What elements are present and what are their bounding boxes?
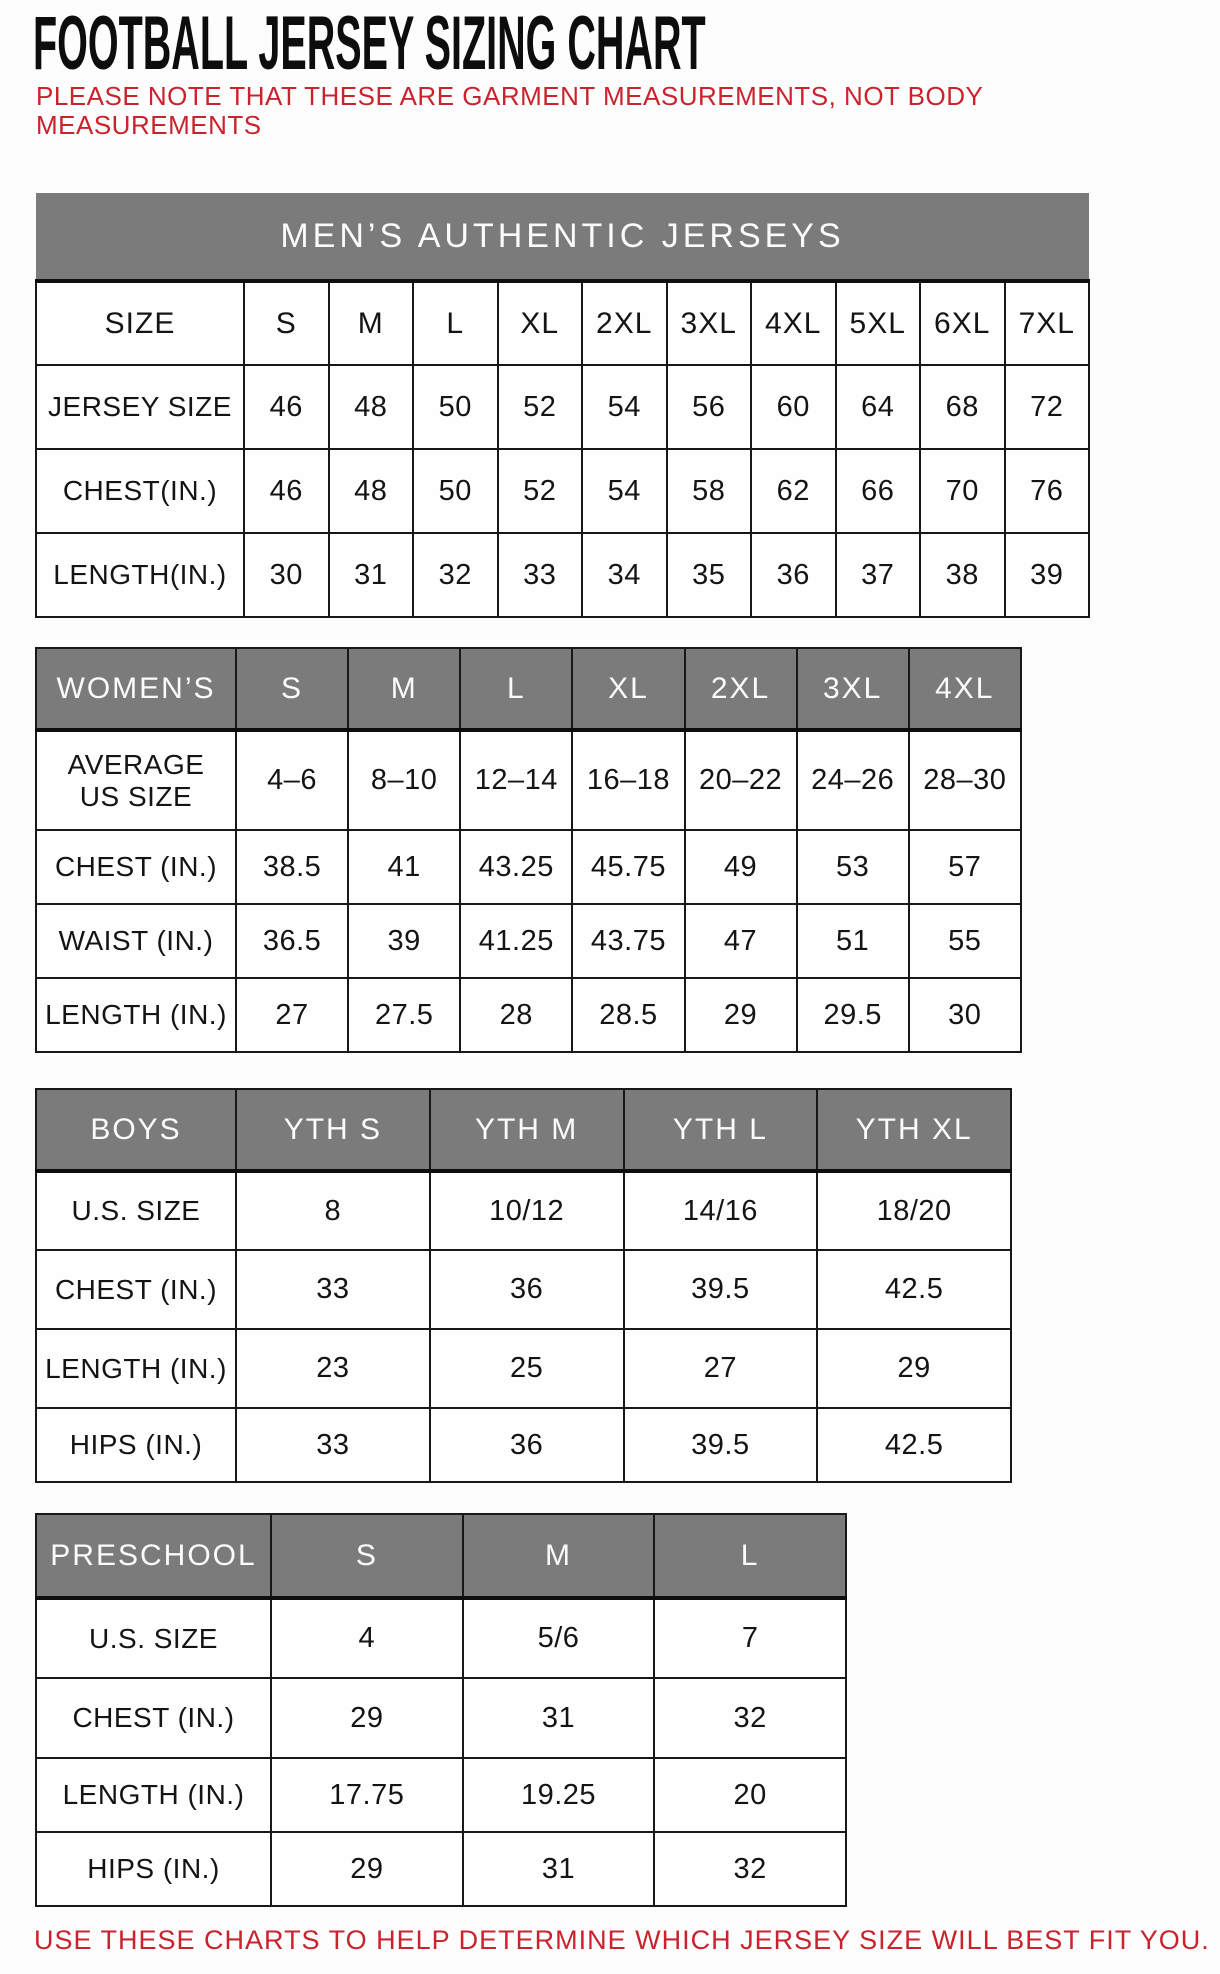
mens-column-header: SIZE — [36, 281, 244, 365]
preschool-value-cell: 31 — [463, 1678, 655, 1758]
page-title: FOOTBALL JERSEY SIZING CHART — [33, 1, 706, 86]
boys-value-cell: 36 — [430, 1408, 624, 1482]
womens-value-cell: 41.25 — [460, 904, 572, 978]
womens-value-cell: 28.5 — [572, 978, 684, 1052]
boys-column-header: YTH S — [236, 1089, 430, 1171]
womens-value-cell: 49 — [685, 830, 797, 904]
boys-column-header: YTH L — [624, 1089, 818, 1171]
preschool-column-header: PRESCHOOL — [36, 1514, 271, 1598]
mens-value-cell: 70 — [920, 449, 1005, 533]
womens-row-label: AVERAGE US SIZE — [36, 730, 236, 830]
womens-value-cell: 24–26 — [797, 730, 909, 830]
boys-value-cell: 8 — [236, 1171, 430, 1250]
preschool-value-cell: 19.25 — [463, 1758, 655, 1832]
preschool-row-label: HIPS (IN.) — [36, 1832, 271, 1906]
mens-column-header: M — [329, 281, 414, 365]
mens-sizing-table — [35, 193, 1090, 618]
womens-value-cell: 38.5 — [236, 830, 348, 904]
preschool-sizing-table — [35, 1513, 847, 1907]
womens-value-cell: 45.75 — [572, 830, 684, 904]
womens-column-header: L — [460, 648, 572, 730]
mens-column-header: XL — [498, 281, 583, 365]
mens-value-cell: 64 — [836, 365, 921, 449]
womens-row-label: CHEST (IN.) — [36, 830, 236, 904]
womens-value-cell: 43.75 — [572, 904, 684, 978]
preschool-value-cell: 31 — [463, 1832, 655, 1906]
mens-value-cell: 72 — [1005, 365, 1090, 449]
mens-value-cell: 54 — [582, 365, 667, 449]
boys-row-label: CHEST (IN.) — [36, 1250, 236, 1329]
preschool-row-label: LENGTH (IN.) — [36, 1758, 271, 1832]
boys-value-cell: 18/20 — [817, 1171, 1011, 1250]
boys-value-cell: 14/16 — [624, 1171, 818, 1250]
boys-row-label: U.S. SIZE — [36, 1171, 236, 1250]
mens-row-label: LENGTH(IN.) — [36, 533, 244, 617]
boys-value-cell: 39.5 — [624, 1408, 818, 1482]
womens-value-cell: 30 — [909, 978, 1021, 1052]
mens-column-header: 5XL — [836, 281, 921, 365]
preschool-value-cell: 7 — [654, 1598, 846, 1678]
womens-value-cell: 53 — [797, 830, 909, 904]
boys-value-cell: 42.5 — [817, 1408, 1011, 1482]
mens-column-header: 7XL — [1005, 281, 1090, 365]
mens-column-header: L — [413, 281, 498, 365]
womens-value-cell: 27.5 — [348, 978, 460, 1052]
mens-value-cell: 46 — [244, 365, 329, 449]
mens-row-label: CHEST(IN.) — [36, 449, 244, 533]
mens-value-cell: 31 — [329, 533, 414, 617]
fit-advice-note: USE THESE CHARTS TO HELP DETERMINE WHICH JERSEY SIZE WILL BEST FIT YOU. — [34, 1925, 1210, 1955]
mens-value-cell: 60 — [751, 365, 836, 449]
womens-value-cell: 57 — [909, 830, 1021, 904]
mens-value-cell: 58 — [667, 449, 752, 533]
womens-column-header: M — [348, 648, 460, 730]
mens-value-cell: 76 — [1005, 449, 1090, 533]
preschool-value-cell: 17.75 — [271, 1758, 463, 1832]
mens-value-cell: 48 — [329, 449, 414, 533]
preschool-column-header: L — [654, 1514, 846, 1598]
mens-value-cell: 37 — [836, 533, 921, 617]
boys-row-label: HIPS (IN.) — [36, 1408, 236, 1482]
mens-value-cell: 34 — [582, 533, 667, 617]
preschool-value-cell: 20 — [654, 1758, 846, 1832]
preschool-row-label: U.S. SIZE — [36, 1598, 271, 1678]
boys-value-cell: 27 — [624, 1329, 818, 1408]
mens-value-cell: 30 — [244, 533, 329, 617]
womens-value-cell: 39 — [348, 904, 460, 978]
garment-measurement-note — [36, 82, 983, 140]
boys-value-cell: 42.5 — [817, 1250, 1011, 1329]
womens-value-cell: 8–10 — [348, 730, 460, 830]
preschool-column-header: S — [271, 1514, 463, 1598]
womens-value-cell: 27 — [236, 978, 348, 1052]
boys-value-cell: 25 — [430, 1329, 624, 1408]
mens-value-cell: 36 — [751, 533, 836, 617]
womens-value-cell: 47 — [685, 904, 797, 978]
boys-column-header: BOYS — [36, 1089, 236, 1171]
mens-row-label: JERSEY SIZE — [36, 365, 244, 449]
mens-value-cell: 50 — [413, 365, 498, 449]
boys-value-cell: 29 — [817, 1329, 1011, 1408]
mens-value-cell: 52 — [498, 365, 583, 449]
preschool-value-cell: 5/6 — [463, 1598, 655, 1678]
mens-value-cell: 39 — [1005, 533, 1090, 617]
womens-column-header: WOMEN’S — [36, 648, 236, 730]
womens-row-label: WAIST (IN.) — [36, 904, 236, 978]
boys-column-header: YTH XL — [817, 1089, 1011, 1171]
mens-value-cell: 48 — [329, 365, 414, 449]
mens-column-header: S — [244, 281, 329, 365]
mens-column-header: 3XL — [667, 281, 752, 365]
mens-value-cell: 54 — [582, 449, 667, 533]
womens-value-cell: 36.5 — [236, 904, 348, 978]
mens-column-header: 2XL — [582, 281, 667, 365]
boys-sizing-table — [35, 1088, 1012, 1483]
note-line-2: MEASUREMENTS — [36, 110, 262, 140]
womens-column-header: 3XL — [797, 648, 909, 730]
preschool-column-header: M — [463, 1514, 655, 1598]
womens-column-header: 4XL — [909, 648, 1021, 730]
boys-value-cell: 39.5 — [624, 1250, 818, 1329]
mens-value-cell: 32 — [413, 533, 498, 617]
boys-value-cell: 36 — [430, 1250, 624, 1329]
womens-value-cell: 28 — [460, 978, 572, 1052]
womens-column-header: XL — [572, 648, 684, 730]
note-line-1: PLEASE NOTE THAT THESE ARE GARMENT MEASUREMENTS, NOT BODY — [36, 81, 984, 111]
womens-value-cell: 28–30 — [909, 730, 1021, 830]
boys-value-cell: 33 — [236, 1408, 430, 1482]
preschool-row-label: CHEST (IN.) — [36, 1678, 271, 1758]
mens-value-cell: 46 — [244, 449, 329, 533]
boys-row-label: LENGTH (IN.) — [36, 1329, 236, 1408]
mens-value-cell: 66 — [836, 449, 921, 533]
womens-row-label: LENGTH (IN.) — [36, 978, 236, 1052]
preschool-value-cell: 4 — [271, 1598, 463, 1678]
preschool-value-cell: 29 — [271, 1832, 463, 1906]
mens-column-header: 6XL — [920, 281, 1005, 365]
womens-value-cell: 20–22 — [685, 730, 797, 830]
boys-column-header: YTH M — [430, 1089, 624, 1171]
mens-value-cell: 38 — [920, 533, 1005, 617]
mens-value-cell: 50 — [413, 449, 498, 533]
preschool-value-cell: 32 — [654, 1832, 846, 1906]
womens-value-cell: 29 — [685, 978, 797, 1052]
mens-value-cell: 62 — [751, 449, 836, 533]
mens-table-banner: MEN’S AUTHENTIC JERSEYS — [36, 193, 1089, 281]
womens-value-cell: 16–18 — [572, 730, 684, 830]
mens-value-cell: 35 — [667, 533, 752, 617]
womens-value-cell: 12–14 — [460, 730, 572, 830]
preschool-value-cell: 32 — [654, 1678, 846, 1758]
womens-value-cell: 51 — [797, 904, 909, 978]
womens-value-cell: 4–6 — [236, 730, 348, 830]
mens-value-cell: 52 — [498, 449, 583, 533]
boys-value-cell: 23 — [236, 1329, 430, 1408]
mens-value-cell: 68 — [920, 365, 1005, 449]
boys-value-cell: 33 — [236, 1250, 430, 1329]
womens-column-header: 2XL — [685, 648, 797, 730]
boys-value-cell: 10/12 — [430, 1171, 624, 1250]
womens-value-cell: 43.25 — [460, 830, 572, 904]
mens-column-header: 4XL — [751, 281, 836, 365]
womens-value-cell: 41 — [348, 830, 460, 904]
womens-column-header: S — [236, 648, 348, 730]
womens-value-cell: 29.5 — [797, 978, 909, 1052]
womens-sizing-table — [35, 647, 1022, 1053]
mens-value-cell: 56 — [667, 365, 752, 449]
womens-value-cell: 55 — [909, 904, 1021, 978]
mens-value-cell: 33 — [498, 533, 583, 617]
preschool-value-cell: 29 — [271, 1678, 463, 1758]
